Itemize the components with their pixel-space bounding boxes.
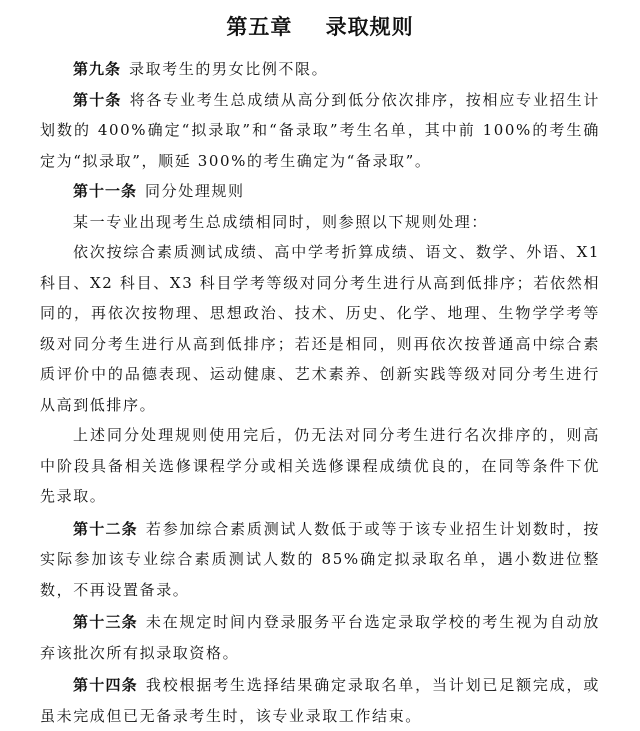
article-14-text: 我校根据考生选择结果确定录取名单，当计划已足额完成，或虽未完成但已无备录考生时，该专业录取工作结束。: [40, 676, 600, 725]
article-9-text: 录取考生的男女比例不限。: [129, 60, 329, 78]
article-14-label: 第十四条: [73, 676, 138, 694]
article-11-text: 同分处理规则: [145, 182, 245, 200]
article-9-label: 第九条: [73, 60, 122, 78]
article-13-text: 未在规定时间内登录服务平台选定录取学校的考生视为自动放弃该批次所有拟录取资格。: [40, 613, 600, 662]
article-11: [40, 176, 600, 207]
article-10-text: 将各专业考生总成绩从高分到低分依次排序，按相应专业招生计划数的 400%确定“拟录取”和“备录取”考生名单，其中前 100%的考生确定为“拟录取”，顺延 300%的考生确定为“备录取”。: [40, 90, 600, 170]
article-12-text: 若参加综合素质测试人数低于或等于该专业招生计划数时，按实际参加该专业综合素质测试人数的 85%确定拟录取名单，遇小数进位整数，不再设置备录。: [40, 519, 600, 599]
article-11-label: 第十一条: [73, 182, 138, 200]
article-11-paragraph-1: 某一专业出现考生总成绩相同时，则参照以下规则处理：: [73, 212, 489, 231]
article-12-label: 第十二条: [73, 519, 138, 538]
article-10-label: 第十条: [73, 90, 122, 109]
chapter-title: 第五章 录取规则: [226, 14, 414, 39]
article-11-paragraph-3: 上述同分处理规则使用完后，仍无法对同分考生进行名次排序的，则高中阶段具备相关选修课程学分或相关选修课程成绩优良的，在同等条件下优先录取。: [40, 426, 600, 505]
article-12: [40, 514, 600, 606]
article-13-label: 第十三条: [73, 613, 138, 631]
article-14: [40, 670, 600, 731]
article-11-paragraph-2: 依次按综合素质测试成绩、高中学考折算成绩、语文、数学、外语、X1 科目、X2 科目、X3 科目学考等级对同分考生进行从高到低排序；若依然相同的，再依次按物理、思想政治、技术、历史、化学、地理、生物学学考等级对同分考生进行从高到低排序；若还是相同，则再依次按普通高中综合素质评价中的品德表现、运动健康、艺术素养、创新实践等级对同分考生进行从高到低排序。: [40, 243, 600, 414]
article-9: [40, 54, 600, 85]
article-10: [40, 85, 600, 177]
article-13: [40, 607, 600, 668]
